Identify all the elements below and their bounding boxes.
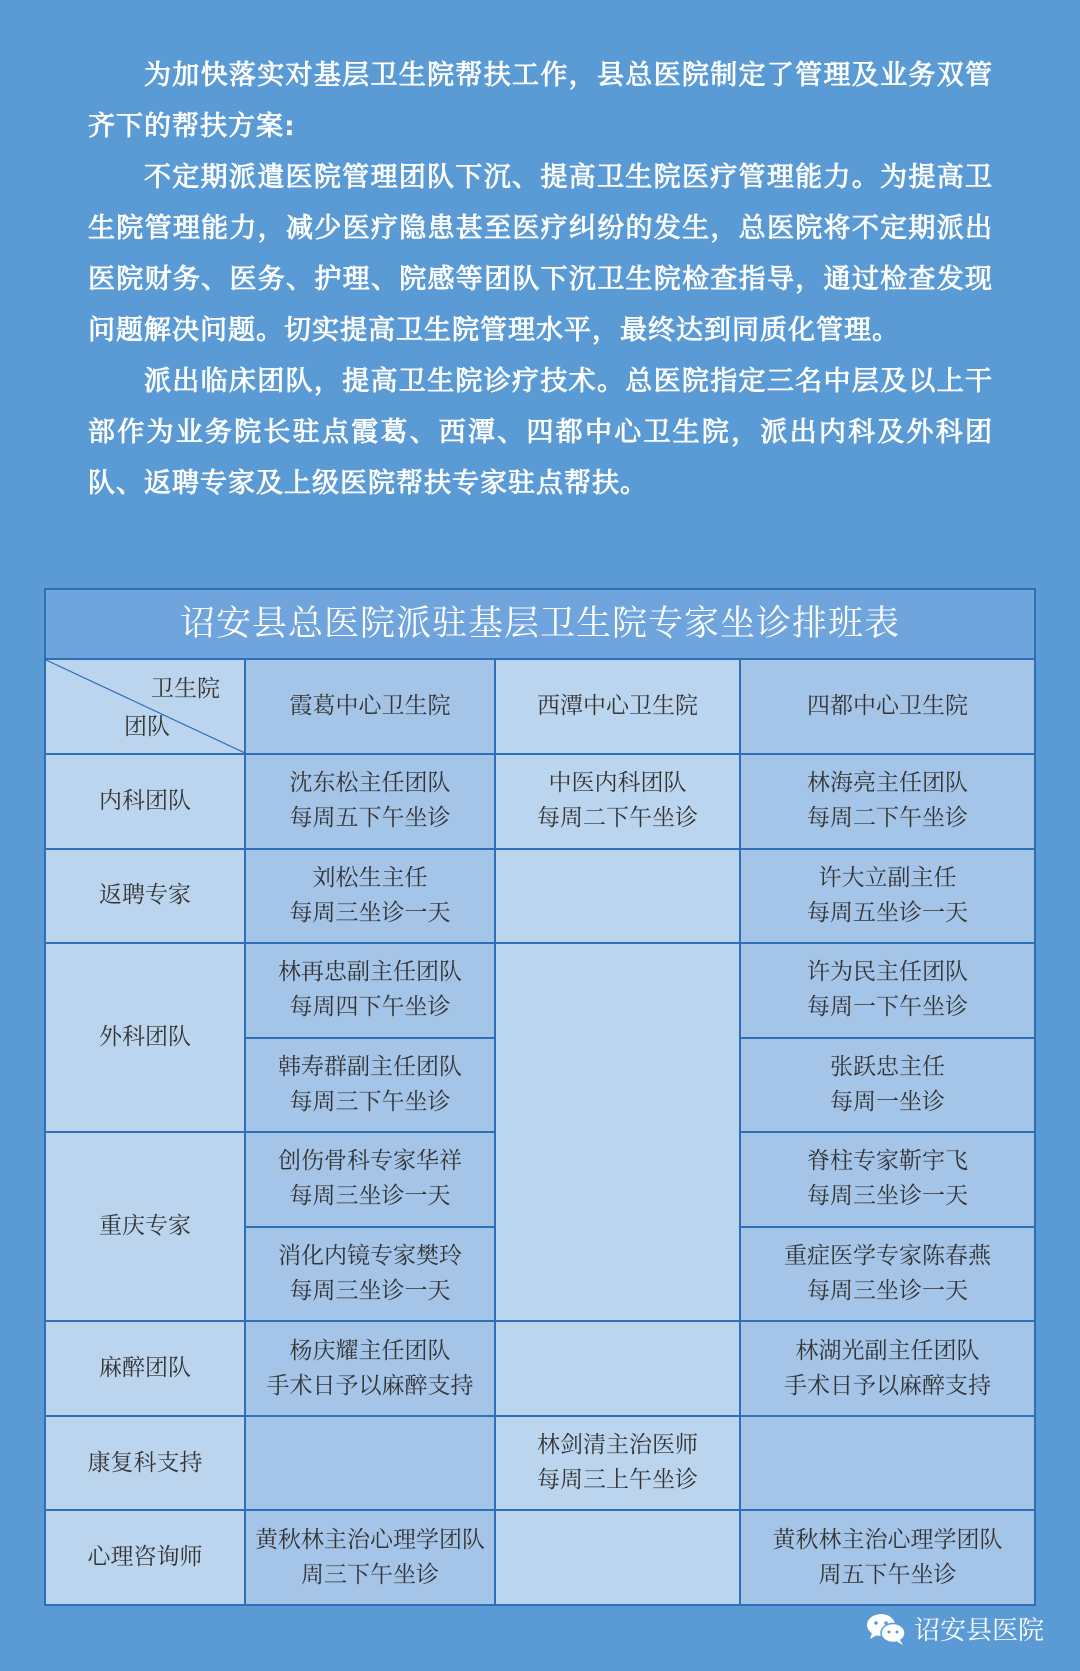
empty-cell [495, 1321, 740, 1416]
cell-line: 每周三坐诊一天 [289, 899, 451, 926]
empty-cell [495, 943, 740, 1321]
row-header: 康复科支持 [45, 1416, 245, 1511]
cell-line: 林再忠副主任团队 [278, 959, 462, 986]
corner-label-team: 团队 [124, 713, 170, 740]
row-header: 内科团队 [45, 754, 245, 849]
cell-line: 重症医学专家陈春燕 [784, 1242, 991, 1269]
intro-paragraph: 为加快落实对基层卫生院帮扶工作，县总医院制定了管理及业务双管齐下的帮扶方案: [88, 60, 993, 142]
table-cell [740, 1510, 1035, 1605]
empty-cell [495, 1510, 740, 1605]
intro-paragraph: 派出临床团队，提高卫生院诊疗技术。总医院指定三名中层及以上干部作为业务院长驻点霞葛、西潭、四都中心卫生院，派出内科及外科团队、返聘专家及上级医院帮扶专家驻点帮扶。 [88, 366, 993, 499]
table-cell [740, 1132, 1035, 1227]
corner-header-cell [45, 659, 245, 754]
cell-line: 手术日予以麻醉支持 [784, 1372, 991, 1399]
row-header: 重庆专家 [45, 1132, 245, 1321]
cell-line: 周三下午坐诊 [301, 1561, 439, 1588]
table-row [45, 1321, 1035, 1416]
cell-line: 每周一下午坐诊 [807, 994, 968, 1021]
cell-line: 每周三下午坐诊 [289, 1088, 451, 1115]
table-title-row [45, 589, 1035, 659]
cell-line: 中医内科团队 [548, 770, 687, 797]
cell-line: 沈东松主任团队 [289, 770, 451, 797]
cell-line: 每周二下午坐诊 [807, 805, 968, 832]
row-header: 麻醉团队 [45, 1321, 245, 1416]
cell-line: 许大立副主任 [818, 864, 957, 891]
cell-line: 每周一坐诊 [830, 1088, 945, 1115]
table-row [45, 1510, 1035, 1605]
table-cell [740, 849, 1035, 944]
table-cell [245, 1510, 495, 1605]
intro-text [88, 50, 993, 509]
column-header: 四都中心卫生院 [740, 659, 1035, 754]
watermark-text: 诏安县医院 [913, 1616, 1044, 1646]
schedule-table [44, 588, 1036, 1606]
table-cell [740, 1321, 1035, 1416]
row-header: 返聘专家 [45, 849, 245, 944]
cell-line: 每周三坐诊一天 [289, 1183, 451, 1210]
cell-line: 手术日予以麻醉支持 [266, 1372, 474, 1399]
column-header: 霞葛中心卫生院 [245, 659, 495, 754]
cell-line: 黄秋林主治心理学团队 [772, 1526, 1003, 1553]
table-cell [495, 754, 740, 849]
cell-line: 杨庆耀主任团队 [289, 1337, 451, 1364]
table-cell [495, 1416, 740, 1511]
cell-line: 林湖光副主任团队 [795, 1337, 980, 1364]
table-title: 诏安县总医院派驻基层卫生院专家坐诊排班表 [45, 589, 1035, 659]
cell-line: 每周三坐诊一天 [289, 1277, 451, 1304]
cell-line: 消化内镜专家樊玲 [278, 1242, 462, 1269]
table-cell [740, 943, 1035, 1038]
cell-line: 张跃忠主任 [830, 1053, 945, 1080]
cell-line: 周五下午坐诊 [818, 1561, 957, 1588]
intro-paragraph: 不定期派遣医院管理团队下沉、提高卫生院医疗管理能力。为提高卫生院管理能力，减少医疗隐患甚至医疗纠纷的发生，总医院将不定期派出医院财务、医务、护理、院感等团队下沉卫生院检查指导，通过检查发现问题解决问题。切实提高卫生院管理水平，最终达到同质化管理。 [88, 162, 993, 346]
table-cell [740, 1038, 1035, 1133]
wechat-icon [866, 1612, 906, 1646]
cell-line: 每周三坐诊一天 [807, 1183, 968, 1210]
empty-cell [245, 1416, 495, 1511]
table-cell [245, 754, 495, 849]
empty-cell [495, 849, 740, 944]
cell-line: 许为民主任团队 [807, 959, 968, 986]
column-header: 西潭中心卫生院 [495, 659, 740, 754]
cell-line: 创伤骨科专家华祥 [278, 1148, 462, 1175]
table-row [45, 849, 1035, 944]
cell-line: 每周五下午坐诊 [289, 805, 451, 832]
row-header: 外科团队 [45, 943, 245, 1132]
table-cell [245, 943, 495, 1038]
cell-line: 刘松生主任 [312, 864, 428, 891]
table-row [45, 943, 1035, 1038]
empty-cell [740, 1416, 1035, 1511]
cell-line: 每周五坐诊一天 [807, 899, 968, 926]
table-cell [740, 1227, 1035, 1322]
row-header: 心理咨询师 [45, 1510, 245, 1605]
cell-line: 韩寿群副主任团队 [278, 1053, 462, 1080]
table-cell [245, 1321, 495, 1416]
table-row [45, 754, 1035, 849]
cell-line: 林海亮主任团队 [807, 770, 968, 797]
corner-label-hospital: 卫生院 [151, 676, 220, 703]
cell-line: 脊柱专家靳宇飞 [807, 1148, 968, 1175]
cell-line: 林剑清主治医师 [537, 1432, 698, 1459]
watermark [866, 1610, 1044, 1647]
table-cell [245, 1038, 495, 1133]
cell-line: 每周三坐诊一天 [807, 1277, 968, 1304]
table-cell [740, 754, 1035, 849]
table-cell [245, 1132, 495, 1227]
cell-line: 每周三上午坐诊 [537, 1467, 698, 1494]
cell-line: 黄秋林主治心理学团队 [255, 1526, 485, 1553]
table-row [45, 1416, 1035, 1511]
table-header-row [45, 659, 1035, 754]
cell-line: 每周二下午坐诊 [537, 805, 698, 832]
table-cell [245, 1227, 495, 1322]
cell-line: 每周四下午坐诊 [289, 994, 451, 1021]
table-cell [245, 849, 495, 944]
